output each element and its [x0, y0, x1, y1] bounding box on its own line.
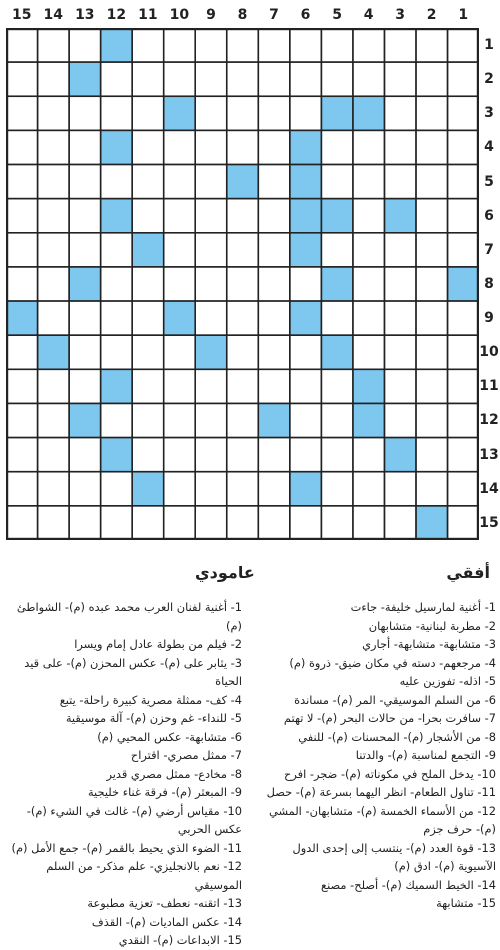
grid-cell[interactable] — [132, 438, 164, 472]
grid-cell[interactable] — [321, 165, 353, 199]
row-number: 9 — [484, 310, 494, 327]
grid-cell[interactable] — [38, 130, 70, 164]
row-number: 7 — [484, 241, 494, 258]
grid-cell[interactable] — [290, 403, 322, 437]
grid-cell[interactable] — [384, 267, 416, 301]
grid-cell[interactable] — [101, 96, 133, 130]
grid-cell[interactable] — [447, 301, 479, 335]
across-clue: 6- من السلم الموسيقي- المر (م)- مساندة — [294, 692, 496, 707]
grid-cell[interactable] — [416, 335, 448, 369]
across-clue: 15- متشابهة — [436, 896, 496, 910]
grid-cell[interactable] — [227, 301, 259, 335]
grid-cell[interactable] — [321, 403, 353, 437]
grid-cell[interactable] — [195, 96, 227, 130]
grid-cell[interactable] — [195, 165, 227, 199]
grid-cell[interactable] — [416, 165, 448, 199]
grid-cell[interactable] — [38, 369, 70, 403]
grid-cell[interactable] — [6, 233, 38, 267]
grid-cell[interactable] — [101, 472, 133, 506]
grid-cell[interactable] — [384, 472, 416, 506]
grid-cell[interactable] — [258, 472, 290, 506]
across-clue: 9- التجمع لمناسبة (م)- والدتنا — [355, 748, 496, 762]
blocked-cell — [384, 438, 416, 472]
grid-cell[interactable] — [258, 267, 290, 301]
grid-cell[interactable] — [38, 199, 70, 233]
grid-cell[interactable] — [164, 506, 196, 540]
grid-cell[interactable] — [227, 96, 259, 130]
grid-cell[interactable] — [447, 199, 479, 233]
grid-cell[interactable] — [38, 96, 70, 130]
grid-cell[interactable] — [258, 438, 290, 472]
blocked-cell — [101, 438, 133, 472]
across-clue: 12- من الأسماء الخمسة (م)- متشابهان- المشي — [268, 803, 496, 818]
grid-cell[interactable] — [6, 438, 38, 472]
grid-cell[interactable] — [290, 96, 322, 130]
across-clue: (م)- حرف جزم — [423, 822, 496, 836]
grid-cell[interactable] — [227, 267, 259, 301]
grid-cell[interactable] — [69, 472, 101, 506]
grid-cell[interactable] — [384, 506, 416, 540]
blocked-cell — [290, 165, 322, 199]
across-clue: 7- سافرت بحرا- من حالات البحر (م)- لا تهتم — [283, 711, 496, 725]
grid-cell[interactable] — [164, 28, 196, 62]
grid-cell[interactable] — [132, 369, 164, 403]
grid-cell[interactable] — [101, 403, 133, 437]
blocked-cell — [164, 96, 196, 130]
grid-cell[interactable] — [258, 96, 290, 130]
down-clue: 5- للنداء- غم وحزن (م)- آلة موسيقية — [65, 711, 242, 725]
grid-cell[interactable] — [195, 506, 227, 540]
grid-cell[interactable] — [416, 369, 448, 403]
row-number: 13 — [479, 446, 499, 463]
down-clue: الموسيقي — [194, 877, 242, 892]
grid-cell[interactable] — [258, 233, 290, 267]
grid-cell[interactable] — [416, 130, 448, 164]
blocked-cell — [416, 506, 448, 540]
grid-cell[interactable] — [195, 62, 227, 96]
grid-cell[interactable] — [384, 403, 416, 437]
blocked-cell — [447, 267, 479, 301]
row-numbers — [478, 28, 500, 540]
grid-cell[interactable] — [447, 165, 479, 199]
blocked-cell — [69, 403, 101, 437]
grid-cell[interactable] — [321, 28, 353, 62]
grid-cell[interactable] — [321, 233, 353, 267]
blocked-cell — [132, 472, 164, 506]
down-clue: 3- يثابر على (م)- عكس المحزن (م)- على قيد الحياة — [24, 655, 242, 688]
grid-cell[interactable] — [416, 267, 448, 301]
grid-cell[interactable] — [69, 438, 101, 472]
down-clue: 8- مخادع- ممثل مصري قدير — [106, 766, 242, 781]
grid-cell[interactable] — [132, 506, 164, 540]
grid-cell[interactable] — [384, 96, 416, 130]
column-number: 6 — [300, 7, 311, 23]
grid-cell[interactable] — [69, 130, 101, 164]
grid-cell[interactable] — [132, 96, 164, 130]
grid-cell[interactable] — [38, 28, 70, 62]
grid-cell[interactable] — [6, 62, 38, 96]
down-clue: عكس الحربي — [177, 822, 242, 836]
grid-cell[interactable] — [101, 233, 133, 267]
grid-cell[interactable] — [6, 96, 38, 130]
column-number: 3 — [395, 7, 406, 23]
grid-cell[interactable] — [353, 130, 385, 164]
grid-cell[interactable] — [416, 233, 448, 267]
grid-cell[interactable] — [164, 369, 196, 403]
grid-cell[interactable] — [258, 165, 290, 199]
column-numbers — [6, 4, 479, 26]
grid-cell[interactable] — [353, 62, 385, 96]
grid-cell[interactable] — [38, 165, 70, 199]
grid-cell[interactable] — [101, 267, 133, 301]
grid-cell[interactable] — [384, 301, 416, 335]
grid-cell[interactable] — [69, 335, 101, 369]
blocked-cell — [290, 301, 322, 335]
grid-cell[interactable] — [227, 233, 259, 267]
grid-cell[interactable] — [447, 369, 479, 403]
across-clue: 11- تناول الطعام- انظر اليهما بسرعة (م)- حصل — [266, 785, 496, 799]
row-number: 2 — [484, 71, 494, 88]
column-number: 5 — [332, 7, 342, 23]
grid-cell[interactable] — [321, 301, 353, 335]
down-heading: عامودي — [195, 563, 255, 582]
across-clue: 13- قوة العدد (م)- ينتسب إلى إحدى الدول — [292, 840, 496, 855]
grid-cell[interactable] — [6, 267, 38, 301]
grid-cell[interactable] — [69, 506, 101, 540]
grid-cell[interactable] — [416, 472, 448, 506]
grid-cell[interactable] — [101, 62, 133, 96]
column-number: 11 — [138, 7, 158, 23]
grid-cell[interactable] — [195, 472, 227, 506]
grid-cell[interactable] — [384, 130, 416, 164]
blocked-cell — [384, 199, 416, 233]
grid-cell[interactable] — [447, 438, 479, 472]
grid-cell[interactable] — [447, 233, 479, 267]
grid-cell[interactable] — [164, 472, 196, 506]
column-number: 4 — [363, 7, 374, 23]
grid-cell[interactable] — [227, 28, 259, 62]
grid-cell[interactable] — [38, 472, 70, 506]
grid-cell[interactable] — [132, 165, 164, 199]
grid-cell[interactable] — [38, 267, 70, 301]
grid-cell[interactable] — [258, 369, 290, 403]
grid-cell[interactable] — [164, 267, 196, 301]
grid-cell[interactable] — [447, 472, 479, 506]
across-clue: 1- أغنية لمارسيل خليفة- جاءت — [350, 600, 496, 614]
blocked-cell — [195, 335, 227, 369]
grid-cell[interactable] — [132, 301, 164, 335]
grid-cell[interactable] — [384, 233, 416, 267]
grid-cell[interactable] — [164, 130, 196, 164]
grid-cell[interactable] — [6, 403, 38, 437]
grid-cell[interactable] — [258, 130, 290, 164]
column-number: 13 — [75, 7, 95, 23]
grid-cell[interactable] — [321, 506, 353, 540]
grid-cell[interactable] — [132, 335, 164, 369]
grid-cell[interactable] — [353, 335, 385, 369]
across-heading: أفقي — [446, 563, 490, 582]
grid-cell[interactable] — [164, 62, 196, 96]
grid-cell[interactable] — [69, 301, 101, 335]
blocked-cell — [321, 199, 353, 233]
grid-cell[interactable] — [227, 62, 259, 96]
grid-cell[interactable] — [416, 96, 448, 130]
grid-cell[interactable] — [227, 438, 259, 472]
crossword-grid-svg[interactable] — [6, 28, 479, 540]
grid-cell[interactable] — [195, 267, 227, 301]
grid-cell[interactable] — [290, 62, 322, 96]
across-clue: 2- مطربة لبنانية- متشابهان — [368, 618, 496, 633]
grid-cell[interactable] — [290, 369, 322, 403]
grid-cell[interactable] — [227, 335, 259, 369]
grid-cell[interactable] — [384, 369, 416, 403]
column-number: 8 — [237, 7, 248, 23]
across-clue: 14- الخيط السميك (م)- أصلح- مصنع — [321, 877, 496, 892]
grid-cell[interactable] — [38, 62, 70, 96]
down-clue: 10- مقياس أرضي (م)- غالت في الشيء (م)- — [26, 803, 242, 818]
grid-cell[interactable] — [353, 28, 385, 62]
grid-cell[interactable] — [258, 28, 290, 62]
grid-cell[interactable] — [384, 62, 416, 96]
grid-cell[interactable] — [6, 130, 38, 164]
grid-cell[interactable] — [132, 199, 164, 233]
grid-cell[interactable] — [164, 199, 196, 233]
blocked-cell — [164, 301, 196, 335]
grid-cell[interactable] — [384, 28, 416, 62]
blocked-cell — [290, 472, 322, 506]
blocked-cell — [290, 233, 322, 267]
grid-cell[interactable] — [353, 438, 385, 472]
grid-cell[interactable] — [321, 62, 353, 96]
column-number: 14 — [43, 7, 64, 23]
grid-cell[interactable] — [164, 438, 196, 472]
grid-cell[interactable] — [195, 130, 227, 164]
grid-cell[interactable] — [6, 165, 38, 199]
grid-cell[interactable] — [258, 335, 290, 369]
grid-cell[interactable] — [6, 369, 38, 403]
grid-cell[interactable] — [164, 335, 196, 369]
grid-cell[interactable] — [321, 130, 353, 164]
grid-cell[interactable] — [258, 199, 290, 233]
grid-cell[interactable] — [258, 301, 290, 335]
blocked-cell — [353, 403, 385, 437]
grid-cell[interactable] — [195, 438, 227, 472]
column-number: 12 — [106, 7, 127, 23]
across-clue: 5- اذله- تفوزين عليه — [399, 674, 496, 688]
blocked-cell — [132, 233, 164, 267]
blocked-cell — [258, 403, 290, 437]
column-number: 1 — [458, 7, 469, 23]
grid-cell[interactable] — [101, 165, 133, 199]
down-clue: 14- عكس الماديات (م)- القذف — [91, 914, 242, 929]
grid-cell[interactable] — [321, 472, 353, 506]
column-number: 2 — [426, 7, 437, 23]
grid-cell[interactable] — [227, 403, 259, 437]
row-number: 8 — [484, 275, 494, 292]
grid-cell[interactable] — [195, 301, 227, 335]
row-number: 12 — [479, 412, 499, 429]
down-clues-list — [2, 598, 242, 950]
grid-cell[interactable] — [101, 506, 133, 540]
grid-cell[interactable] — [101, 335, 133, 369]
grid-cell[interactable] — [69, 96, 101, 130]
grid-cell[interactable] — [290, 506, 322, 540]
across-clue: 8- من الأشجار (م)- المحسنات (م)- للنفي — [298, 729, 496, 744]
grid-cell[interactable] — [69, 369, 101, 403]
grid-cell[interactable] — [353, 506, 385, 540]
grid-cell[interactable] — [69, 233, 101, 267]
grid-cell[interactable] — [6, 28, 38, 62]
blocked-cell — [321, 335, 353, 369]
blocked-cell — [69, 267, 101, 301]
grid-cell[interactable] — [132, 403, 164, 437]
grid-cell[interactable] — [132, 28, 164, 62]
down-clue: 4- كف- ممثلة مصرية كبيرة راحلة- يتبع — [59, 692, 242, 707]
grid-cell[interactable] — [384, 165, 416, 199]
row-number: 5 — [484, 173, 494, 190]
grid-cell[interactable] — [38, 438, 70, 472]
grid-cell[interactable] — [69, 165, 101, 199]
blocked-cell — [101, 28, 133, 62]
grid-cell[interactable] — [227, 199, 259, 233]
blocked-cell — [321, 267, 353, 301]
grid-cell[interactable] — [195, 233, 227, 267]
grid-cell[interactable] — [258, 62, 290, 96]
grid-cell[interactable] — [321, 369, 353, 403]
grid-cell[interactable] — [6, 472, 38, 506]
grid-cell[interactable] — [132, 62, 164, 96]
down-clue: 6- متشابهة- عكس المحيي (م) — [97, 729, 242, 744]
down-clue: 9- المبعثر (م)- فرقة غناء خليجية — [87, 785, 242, 799]
grid-cell[interactable] — [447, 62, 479, 96]
row-number: 11 — [479, 378, 499, 395]
grid-cell[interactable] — [6, 335, 38, 369]
grid-cell[interactable] — [6, 506, 38, 540]
grid-cell[interactable] — [416, 62, 448, 96]
grid-cell[interactable] — [447, 335, 479, 369]
row-number: 3 — [484, 105, 494, 122]
down-clue: 11- الضوء الذي يحيط بالقمر (م)- جمع الأمل (م) — [11, 840, 242, 855]
grid-cell[interactable] — [227, 506, 259, 540]
grid-cell[interactable] — [353, 199, 385, 233]
grid-cell[interactable] — [353, 267, 385, 301]
row-number: 1 — [484, 37, 494, 53]
across-clue: 10- يدخل الملح في مكوناته (م)- ضجر- افرح — [284, 766, 496, 781]
grid-cell[interactable] — [195, 199, 227, 233]
column-number: 10 — [169, 7, 190, 23]
grid-cell[interactable] — [164, 403, 196, 437]
column-number: 7 — [269, 7, 279, 23]
down-clue: 2- فيلم من بطولة عادل إمام ويسرا — [74, 637, 242, 651]
grid-cell[interactable] — [384, 335, 416, 369]
grid-cell[interactable] — [353, 301, 385, 335]
grid-cell[interactable] — [227, 130, 259, 164]
blocked-cell — [227, 165, 259, 199]
grid-cell[interactable] — [227, 472, 259, 506]
grid-cell[interactable] — [416, 403, 448, 437]
grid-cell[interactable] — [132, 130, 164, 164]
grid-cell[interactable] — [290, 28, 322, 62]
blocked-cell — [69, 62, 101, 96]
grid-cell[interactable] — [132, 267, 164, 301]
down-clue: 12- نعم بالانجليزي- علم مذكر- من السلم — [46, 859, 242, 873]
grid-cell[interactable] — [69, 28, 101, 62]
grid-cell[interactable] — [416, 438, 448, 472]
grid-cell[interactable] — [353, 233, 385, 267]
grid-cell[interactable] — [416, 301, 448, 335]
grid-cell[interactable] — [38, 506, 70, 540]
across-clue: 3- متشابهة- متشابهة- أجاري — [362, 637, 496, 651]
blocked-cell — [38, 335, 70, 369]
row-number: 6 — [484, 207, 494, 224]
blocked-cell — [101, 199, 133, 233]
grid-cell[interactable] — [447, 506, 479, 540]
blocked-cell — [353, 96, 385, 130]
grid-cell[interactable] — [290, 335, 322, 369]
grid-cell[interactable] — [164, 165, 196, 199]
blocked-cell — [101, 369, 133, 403]
grid-cell[interactable] — [258, 506, 290, 540]
column-number: 9 — [206, 7, 216, 23]
blocked-cell — [353, 369, 385, 403]
grid-cell[interactable] — [447, 130, 479, 164]
grid-cell[interactable] — [38, 301, 70, 335]
row-number: 15 — [479, 514, 499, 531]
grid-cell[interactable] — [447, 96, 479, 130]
grid-cell[interactable] — [290, 267, 322, 301]
grid-cell[interactable] — [447, 403, 479, 437]
grid-cell[interactable] — [38, 403, 70, 437]
grid-cell[interactable] — [195, 28, 227, 62]
grid-cell[interactable] — [6, 199, 38, 233]
grid-cell[interactable] — [227, 369, 259, 403]
row-number: 10 — [479, 344, 499, 361]
grid-cell[interactable] — [447, 28, 479, 62]
grid-cell[interactable] — [290, 438, 322, 472]
grid-cell[interactable] — [69, 199, 101, 233]
grid-cell[interactable] — [195, 403, 227, 437]
across-clue: 4- مرجعهم- دسته في مكان ضيق- ذروة (م) — [289, 655, 496, 670]
grid-cell[interactable] — [353, 472, 385, 506]
down-clue: 7- ممثل مصري- اقتراح — [130, 748, 242, 762]
across-clues-list — [256, 598, 496, 913]
grid-cell[interactable] — [38, 233, 70, 267]
down-clue: 15- الابداعات (م)- النقدي — [118, 933, 242, 947]
row-number: 4 — [484, 139, 494, 156]
column-number: 15 — [12, 7, 32, 23]
crossword-grid[interactable] — [6, 28, 479, 540]
blocked-cell — [321, 96, 353, 130]
grid-cell[interactable] — [164, 233, 196, 267]
grid-cell[interactable] — [195, 369, 227, 403]
blocked-cell — [290, 199, 322, 233]
grid-cell[interactable] — [416, 28, 448, 62]
blocked-cell — [101, 130, 133, 164]
blocked-cell — [6, 301, 38, 335]
grid-cell[interactable] — [416, 199, 448, 233]
across-clue: الآسيوية (م)- ادق (م) — [394, 859, 496, 873]
down-clue: 13- اتقنه- نعطف- تعزية مطبوعة — [87, 896, 242, 910]
down-clue: 1- أغنية لفنان العرب محمد عبده (م)- الشواطئ (م) — [16, 600, 242, 633]
row-number: 14 — [479, 480, 499, 497]
grid-cell[interactable] — [353, 165, 385, 199]
blocked-cell — [290, 130, 322, 164]
grid-cell[interactable] — [101, 301, 133, 335]
grid-cell[interactable] — [321, 438, 353, 472]
